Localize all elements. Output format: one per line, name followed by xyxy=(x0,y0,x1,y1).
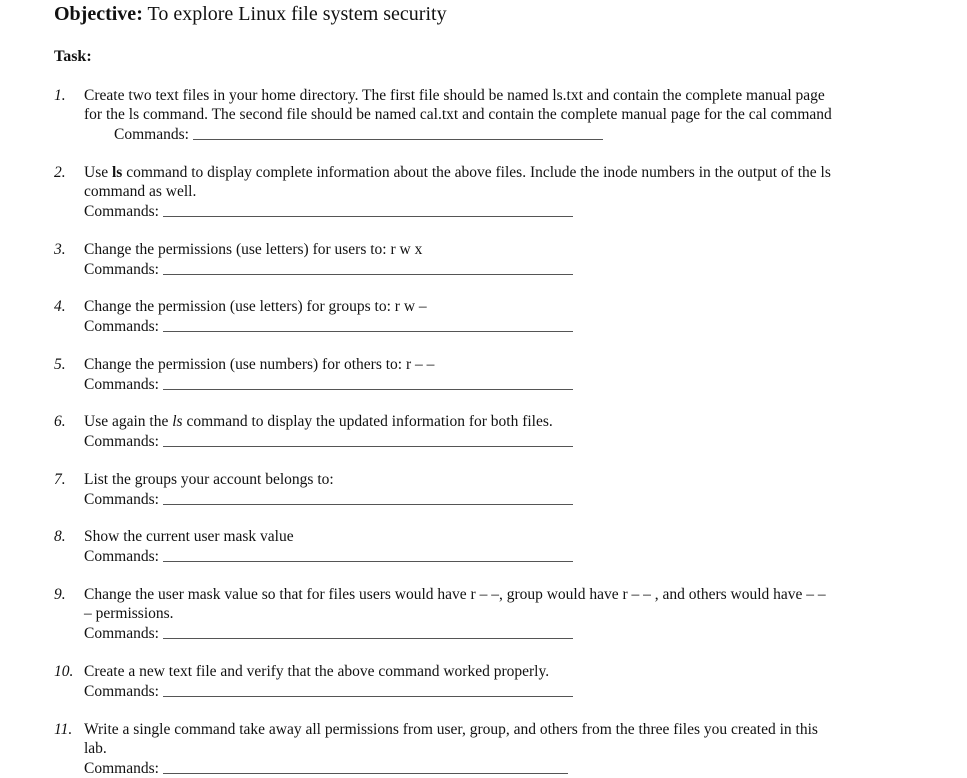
task-item-8 xyxy=(54,527,914,566)
task-number: 4. xyxy=(54,298,66,315)
task-number: 3. xyxy=(54,241,66,258)
task-text-line: Change the user mask value so that for files users would have r – –, group would have r – – , and others would have – – xyxy=(84,586,826,603)
commands-label: Commands: xyxy=(84,376,159,393)
commands-label: Commands: xyxy=(84,318,159,335)
task-item-1 xyxy=(54,86,914,144)
task-number: 5. xyxy=(54,356,66,373)
commands-row xyxy=(84,623,914,643)
commands-row xyxy=(84,546,914,566)
answer-blank[interactable] xyxy=(163,623,573,639)
task-number: 7. xyxy=(54,471,66,488)
commands-label: Commands: xyxy=(84,261,159,278)
commands-label: Commands: xyxy=(84,203,159,220)
task-item-2 xyxy=(54,163,914,221)
task-text-line: Show the current user mask value xyxy=(84,528,294,545)
commands-row xyxy=(84,374,914,394)
commands-row xyxy=(84,681,914,701)
task-text-line: Create a new text file and verify that the above command worked properly. xyxy=(84,663,550,680)
task-text-line: – permissions. xyxy=(84,605,174,622)
task-text-line: lab. xyxy=(84,740,107,757)
task-number: 1. xyxy=(54,87,66,104)
task-item-10 xyxy=(54,662,914,701)
answer-blank[interactable] xyxy=(163,489,573,505)
task-item-4 xyxy=(54,297,914,336)
answer-blank[interactable] xyxy=(163,374,573,390)
answer-blank[interactable] xyxy=(163,316,573,332)
task-text-line: Write a single command take away all permissions from user, group, and others from the three files you created in this xyxy=(84,721,818,738)
task-text-line: Change the permission (use letters) for groups to: r w – xyxy=(84,298,427,315)
objective-label: Objective: xyxy=(54,3,143,25)
commands-label: Commands: xyxy=(84,433,159,450)
task-text-line: Change the permissions (use letters) for users to: r w x xyxy=(84,241,423,258)
task-text-line: Create two text files in your home directory. The first file should be named ls.txt and contain the complete manual page xyxy=(84,87,825,104)
commands-label: Commands: xyxy=(84,625,159,642)
commands-label: Commands: xyxy=(114,126,189,143)
task-item-11 xyxy=(54,720,914,778)
task-item-3 xyxy=(54,240,914,279)
commands-label: Commands: xyxy=(84,760,159,777)
task-number: 11. xyxy=(54,721,73,738)
task-number: 2. xyxy=(54,164,66,181)
task-text-line: Change the permission (use numbers) for others to: r – – xyxy=(84,356,435,373)
task-number: 9. xyxy=(54,586,66,603)
commands-row xyxy=(84,259,914,279)
answer-blank[interactable] xyxy=(163,681,573,697)
answer-blank[interactable] xyxy=(163,431,573,447)
task-text-line: Use ls command to display complete information about the above files. Include the inode numbers in the output of the ls xyxy=(84,164,831,181)
answer-blank[interactable] xyxy=(193,124,603,140)
task-text-line: for the ls command. The second file should be named cal.txt and contain the complete manual page for the cal command xyxy=(84,106,832,123)
task-number: 6. xyxy=(54,413,66,430)
task-item-9 xyxy=(54,585,914,643)
task-text-line: command as well. xyxy=(84,183,197,200)
task-item-7 xyxy=(54,470,914,509)
commands-label: Commands: xyxy=(84,548,159,565)
objective-text: To explore Linux file system security xyxy=(147,3,447,25)
answer-blank[interactable] xyxy=(163,201,573,217)
commands-label: Commands: xyxy=(84,491,159,508)
commands-row xyxy=(84,316,914,336)
commands-row xyxy=(84,489,914,509)
task-text-line: List the groups your account belongs to: xyxy=(84,471,334,488)
answer-blank[interactable] xyxy=(163,758,568,774)
objective-heading xyxy=(54,2,447,26)
task-text-line: Use again the ls command to display the updated information for both files. xyxy=(84,413,553,430)
task-number: 8. xyxy=(54,528,66,545)
commands-row xyxy=(84,758,914,778)
commands-row xyxy=(84,431,914,451)
commands-label: Commands: xyxy=(84,683,159,700)
answer-blank[interactable] xyxy=(163,546,573,562)
answer-blank[interactable] xyxy=(163,259,573,275)
task-item-5 xyxy=(54,355,914,394)
task-label: Task: xyxy=(54,48,92,65)
commands-row xyxy=(114,124,914,144)
task-number: 10. xyxy=(54,663,74,680)
task-item-6 xyxy=(54,412,914,451)
commands-row xyxy=(84,201,914,221)
